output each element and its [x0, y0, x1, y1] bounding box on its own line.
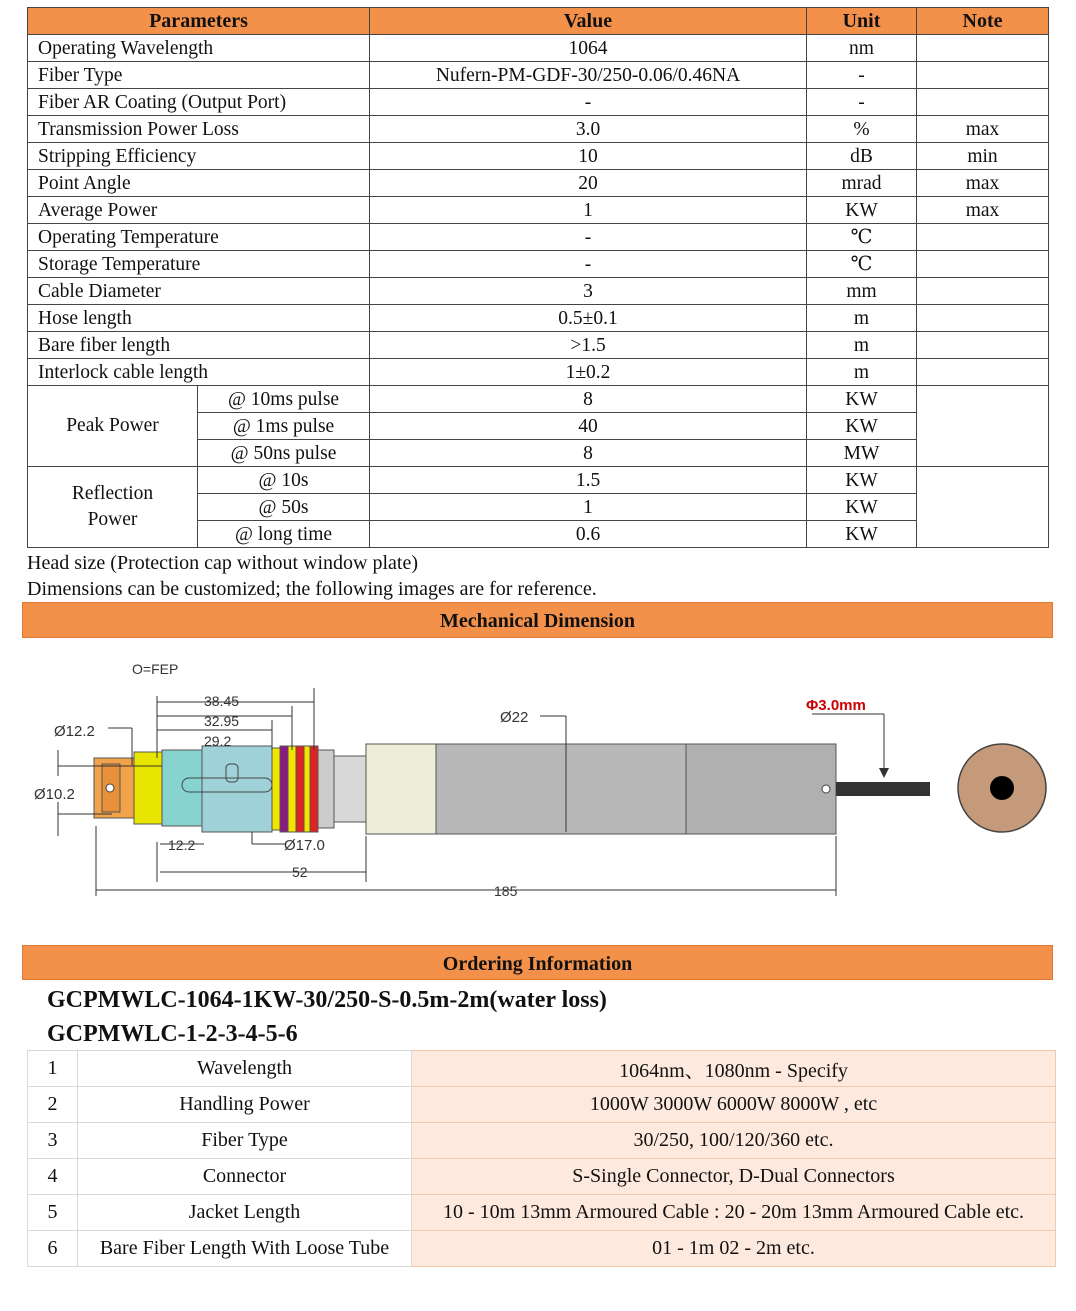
reflection-power-condition: @ 10s	[198, 467, 370, 494]
ordering-information-title: Ordering Information	[22, 945, 1053, 980]
cable-dimension-arrow	[879, 768, 889, 778]
order-num: 3	[28, 1123, 78, 1159]
param-note	[917, 305, 1049, 332]
peak-power-unit: MW	[807, 440, 917, 467]
param-note	[917, 332, 1049, 359]
table-row	[28, 62, 1049, 89]
table-row	[28, 35, 1049, 62]
dim-d10-2: Ø10.2	[34, 786, 75, 803]
dim-d3: Φ3.0mm	[806, 697, 866, 714]
param-name: Hose length	[28, 305, 370, 332]
param-value: 3.0	[370, 116, 807, 143]
order-field: Jacket Length	[78, 1195, 412, 1231]
param-name: Average Power	[28, 197, 370, 224]
param-value: 20	[370, 170, 807, 197]
mechanical-dimension-title: Mechanical Dimension	[22, 602, 1053, 638]
table-row	[28, 224, 1049, 251]
reflection-power-value: 1	[370, 494, 807, 521]
param-value: 3	[370, 278, 807, 305]
order-num: 6	[28, 1231, 78, 1267]
param-value: 1064	[370, 35, 807, 62]
param-unit: nm	[807, 35, 917, 62]
dim-185: 185	[494, 883, 518, 899]
spec-header-row	[28, 8, 1049, 35]
param-unit: KW	[807, 197, 917, 224]
peak-power-note	[917, 386, 1049, 467]
end-view	[958, 744, 1046, 832]
param-note: min	[917, 143, 1049, 170]
param-note: max	[917, 170, 1049, 197]
ordering-table	[27, 1050, 1056, 1267]
dim-12-2: 12.2	[168, 837, 196, 853]
param-note	[917, 278, 1049, 305]
table-row	[28, 467, 1049, 494]
table-row	[28, 1087, 1056, 1123]
dim-32-95: 32.95	[204, 713, 240, 729]
param-value: 10	[370, 143, 807, 170]
order-field: Fiber Type	[78, 1123, 412, 1159]
table-row	[28, 89, 1049, 116]
dim-38-45: 38.45	[204, 693, 240, 709]
param-name: Operating Temperature	[28, 224, 370, 251]
table-row	[28, 1159, 1056, 1195]
mechanical-drawing	[22, 646, 1053, 916]
reflection-power-unit: KW	[807, 494, 917, 521]
param-unit: mm	[807, 278, 917, 305]
param-name: Fiber Type	[28, 62, 370, 89]
param-name: Cable Diameter	[28, 278, 370, 305]
param-value: >1.5	[370, 332, 807, 359]
param-unit: mrad	[807, 170, 917, 197]
param-value: 0.5±0.1	[370, 305, 807, 332]
table-row	[28, 332, 1049, 359]
param-note: max	[917, 116, 1049, 143]
peak-power-value: 8	[370, 440, 807, 467]
param-unit: -	[807, 62, 917, 89]
dim-52: 52	[292, 864, 308, 880]
peak-power-value: 8	[370, 386, 807, 413]
reflection-power-label	[28, 467, 198, 548]
peak-power-condition: @ 10ms pulse	[198, 386, 370, 413]
table-row	[28, 197, 1049, 224]
param-name: Fiber AR Coating (Output Port)	[28, 89, 370, 116]
main-housing	[334, 744, 836, 834]
table-row	[28, 116, 1049, 143]
param-note	[917, 251, 1049, 278]
param-unit: dB	[807, 143, 917, 170]
dim-d22: Ø22	[500, 709, 529, 726]
header-unit: Unit	[807, 8, 917, 35]
param-note	[917, 35, 1049, 62]
header-parameters: Parameters	[28, 8, 370, 35]
param-unit: ℃	[807, 224, 917, 251]
peak-power-condition: @ 50ns pulse	[198, 440, 370, 467]
param-value: -	[370, 224, 807, 251]
order-code-example: GCPMWLC-1064-1KW-30/250-S-0.5m-2m(water loss)	[47, 987, 607, 1013]
order-field: Connector	[78, 1159, 412, 1195]
param-unit: m	[807, 305, 917, 332]
order-options: 1064nm、1080nm - Specify	[412, 1051, 1056, 1087]
param-name: Transmission Power Loss	[28, 116, 370, 143]
reflection-power-condition: @ long time	[198, 521, 370, 548]
order-field: Handling Power	[78, 1087, 412, 1123]
reflection-power-value: 1.5	[370, 467, 807, 494]
param-name: Operating Wavelength	[28, 35, 370, 62]
reflection-power-label-line1: Reflection	[71, 483, 154, 504]
table-row	[28, 359, 1049, 386]
header-note: Note	[917, 8, 1049, 35]
connector-body	[94, 746, 334, 832]
peak-power-unit: KW	[807, 413, 917, 440]
peak-power-label: Peak Power	[28, 386, 198, 467]
order-options: 30/250, 100/120/360 etc.	[412, 1123, 1056, 1159]
table-row	[28, 170, 1049, 197]
order-num: 2	[28, 1087, 78, 1123]
reflection-power-unit: KW	[807, 521, 917, 548]
order-num: 5	[28, 1195, 78, 1231]
param-note	[917, 62, 1049, 89]
fiber-cable	[836, 782, 930, 796]
head-size-note: Head size (Protection cap without window plate)	[27, 552, 418, 574]
param-note	[917, 224, 1049, 251]
table-row	[28, 1051, 1056, 1087]
param-name: Storage Temperature	[28, 251, 370, 278]
table-row	[28, 143, 1049, 170]
table-row	[28, 251, 1049, 278]
param-value: 1	[370, 197, 807, 224]
order-num: 1	[28, 1051, 78, 1087]
header-value: Value	[370, 8, 807, 35]
reflection-power-label-line2: Power	[87, 509, 138, 530]
customization-note: Dimensions can be customized; the following images are for reference.	[27, 578, 597, 600]
reflection-power-condition: @ 50s	[198, 494, 370, 521]
dim-d12-2: Ø12.2	[54, 723, 95, 740]
peak-power-unit: KW	[807, 386, 917, 413]
param-unit: %	[807, 116, 917, 143]
param-value: 1±0.2	[370, 359, 807, 386]
order-num: 4	[28, 1159, 78, 1195]
reflection-power-unit: KW	[807, 467, 917, 494]
param-note	[917, 89, 1049, 116]
order-options: 01 - 1m 02 - 2m etc.	[412, 1231, 1056, 1267]
peak-power-condition: @ 1ms pulse	[198, 413, 370, 440]
param-note: max	[917, 197, 1049, 224]
order-options: 1000W 3000W 6000W 8000W , etc	[412, 1087, 1056, 1123]
order-options: S-Single Connector, D-Dual Connectors	[412, 1159, 1056, 1195]
peak-power-value: 40	[370, 413, 807, 440]
param-name: Stripping Efficiency	[28, 143, 370, 170]
order-field: Bare Fiber Length With Loose Tube	[78, 1231, 412, 1267]
table-row	[28, 278, 1049, 305]
table-row	[28, 1231, 1056, 1267]
param-name: Interlock cable length	[28, 359, 370, 386]
order-options: 10 - 10m 13mm Armoured Cable : 20 - 20m 13mm Armoured Cable etc.	[412, 1195, 1056, 1231]
param-value: -	[370, 89, 807, 116]
param-unit: -	[807, 89, 917, 116]
param-name: Point Angle	[28, 170, 370, 197]
fep-label: O=FEP	[132, 661, 179, 677]
param-note	[917, 359, 1049, 386]
table-row	[28, 305, 1049, 332]
reflection-power-value: 0.6	[370, 521, 807, 548]
param-unit: m	[807, 332, 917, 359]
table-row	[28, 1195, 1056, 1231]
param-value: Nufern-PM-GDF-30/250-0.06/0.46NA	[370, 62, 807, 89]
param-unit: ℃	[807, 251, 917, 278]
order-field: Wavelength	[78, 1051, 412, 1087]
dim-d17: Ø17.0	[284, 837, 325, 854]
param-value: -	[370, 251, 807, 278]
param-unit: m	[807, 359, 917, 386]
dim-29-2: 29.2	[204, 733, 232, 749]
reflection-power-note	[917, 467, 1049, 548]
spec-table	[27, 7, 1049, 548]
table-row	[28, 386, 1049, 413]
table-row	[28, 1123, 1056, 1159]
order-code-template: GCPMWLC-1-2-3-4-5-6	[47, 1021, 298, 1047]
param-name: Bare fiber length	[28, 332, 370, 359]
